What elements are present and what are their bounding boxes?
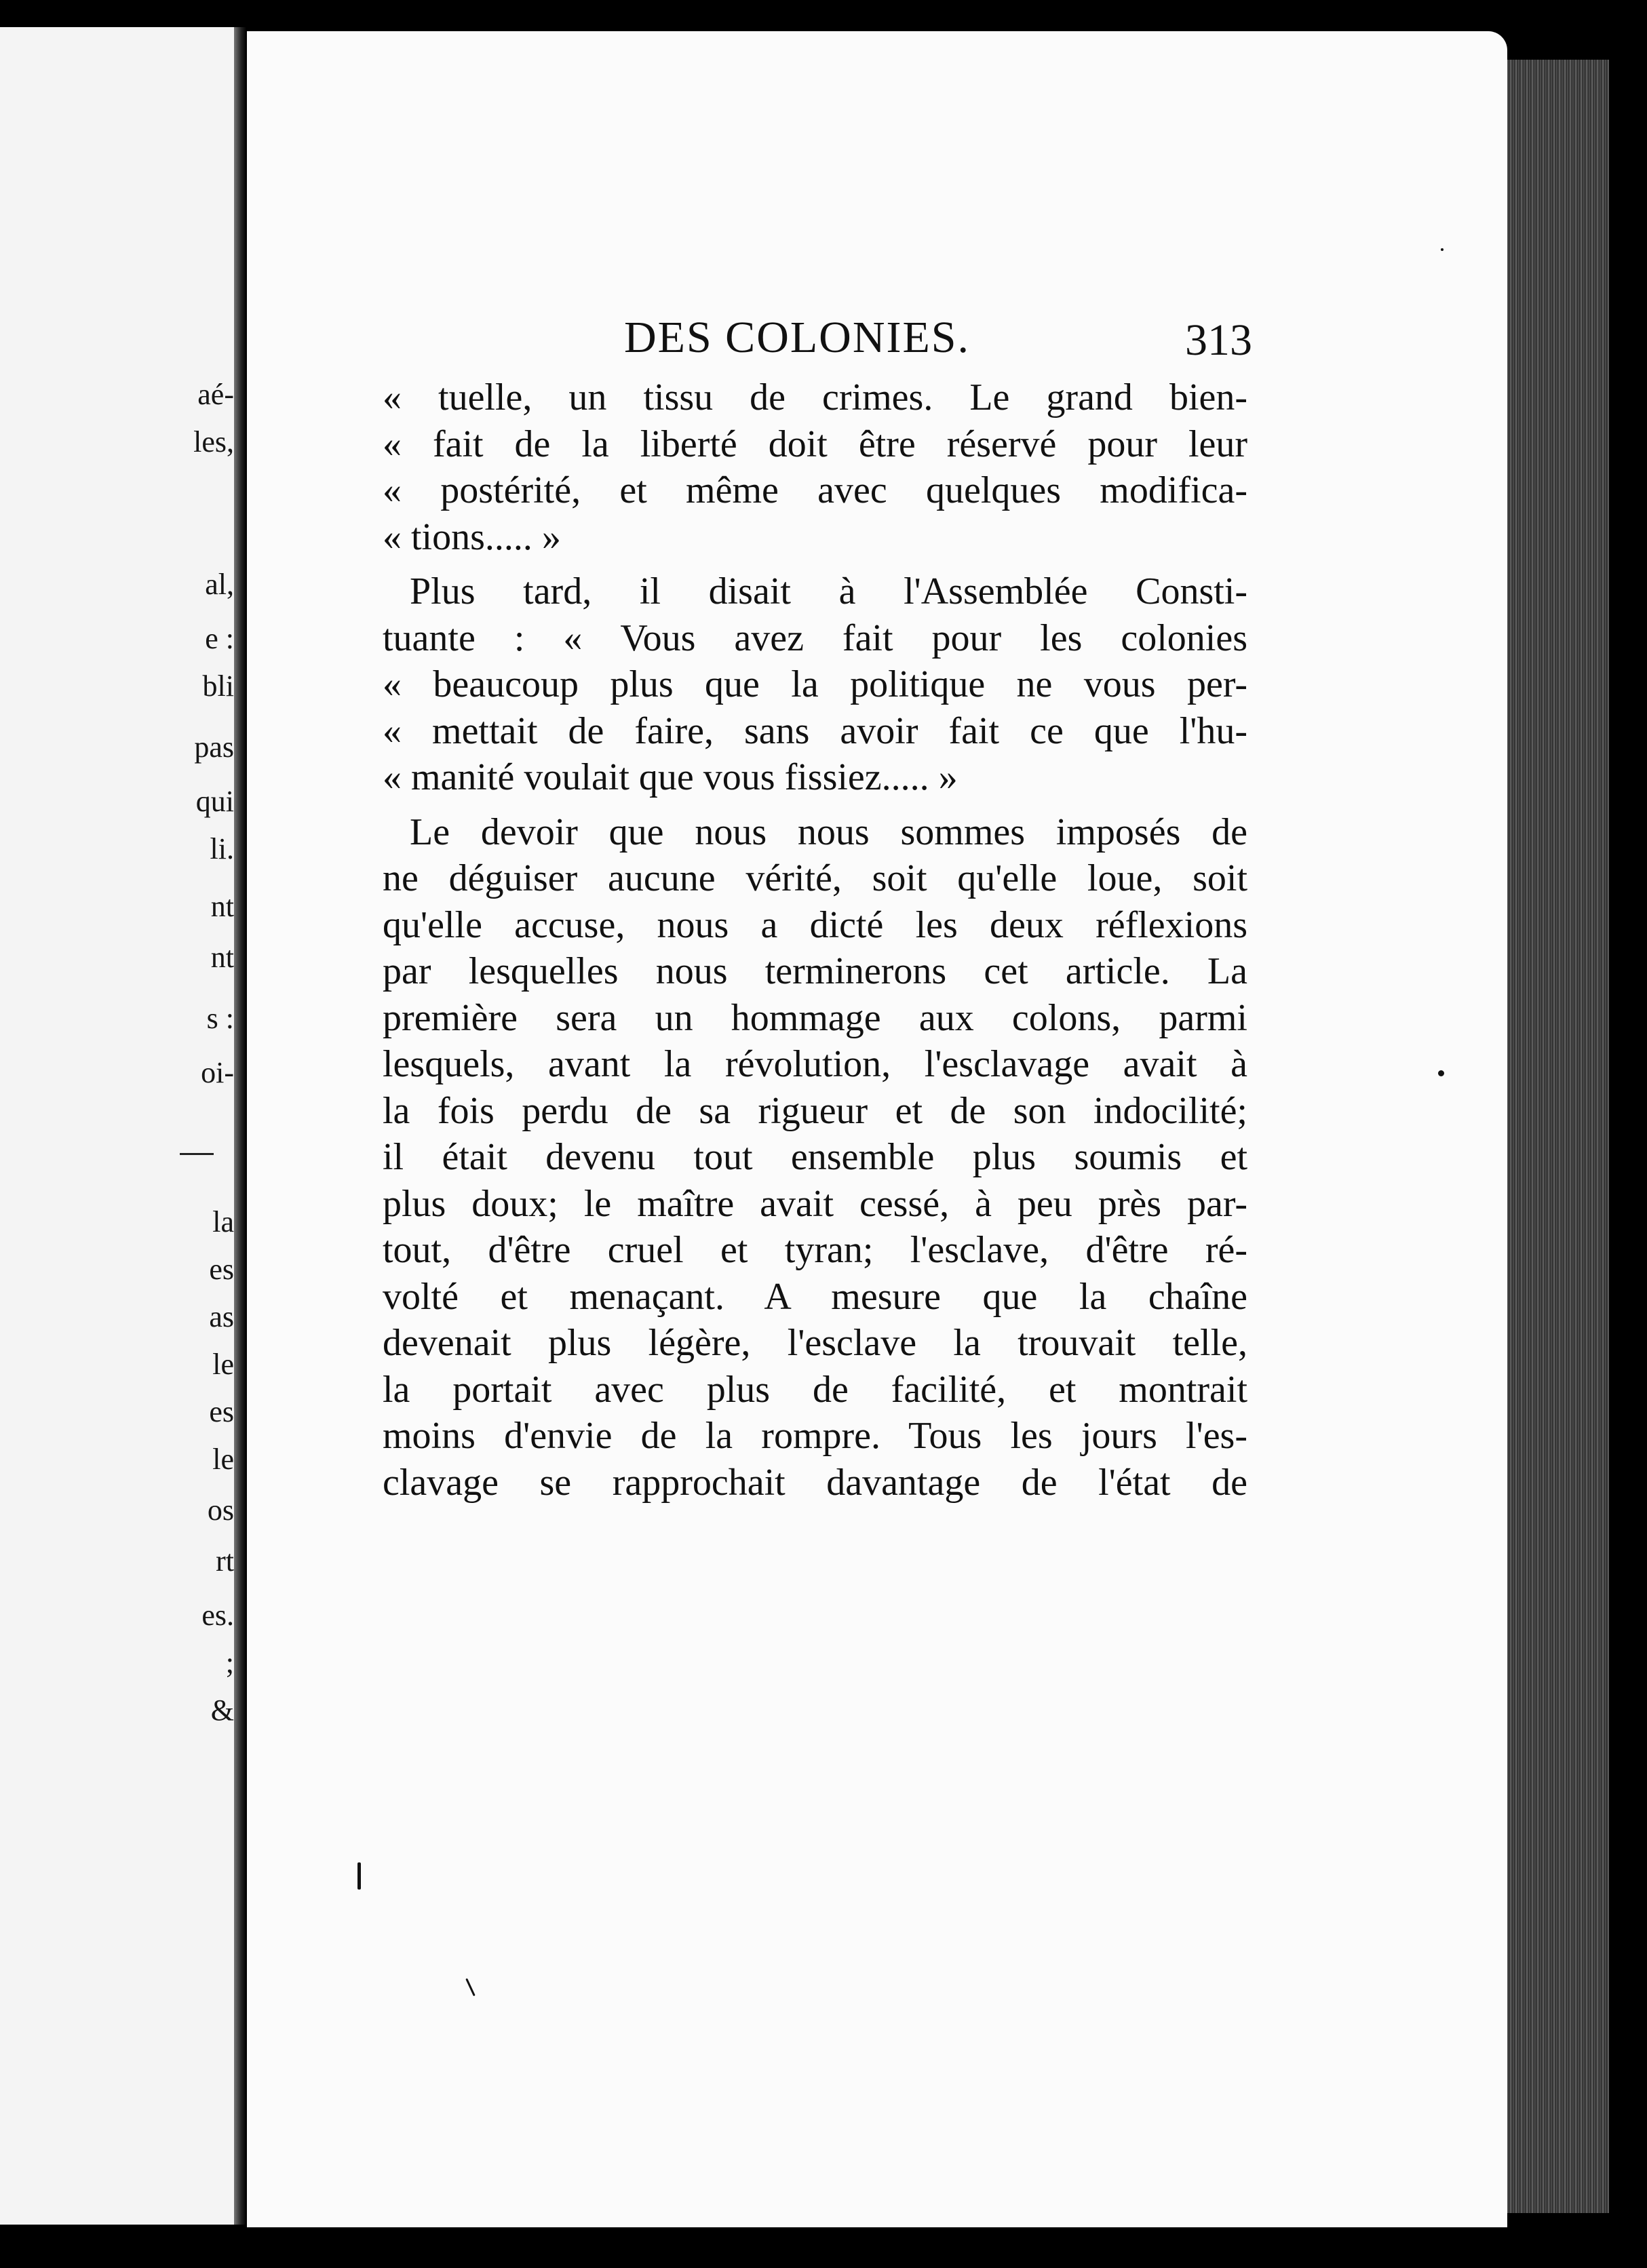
text-line: « beaucoup plus que la politique ne vous per-	[383, 663, 1247, 705]
left-fragment: &	[210, 1694, 234, 1727]
text-line: tuante : « Vous avez fait pour les colonies	[383, 617, 1247, 659]
text-line: Le devoir que nous nous sommes imposés de	[410, 810, 1247, 853]
text-line: « manité voulait que vous fissiez..... »	[383, 756, 958, 798]
text-line: clavage se rapprochait davantage de l'état de	[383, 1461, 1247, 1504]
scan-speck	[1441, 248, 1443, 251]
text-line: première sera un hommage aux colons, parmi	[383, 996, 1247, 1039]
left-fragment: pas	[194, 730, 234, 764]
left-fragment: es	[209, 1253, 234, 1286]
text-line: devenait plus légère, l'esclave la trouvait telle,	[383, 1322, 1247, 1364]
text-line: ne déguiser aucune vérité, soit qu'elle loue, soit	[383, 857, 1247, 899]
text-line: « postérité, et même avec quelques modifica-	[383, 469, 1247, 511]
text-line: qu'elle accuse, nous a dicté les deux réflexions	[383, 903, 1247, 946]
left-fragment: os	[207, 1493, 234, 1527]
text-line: tout, d'être cruel et tyran; l'esclave, d'être ré-	[383, 1229, 1247, 1271]
left-fragment: la	[212, 1205, 234, 1238]
left-fragment: rt	[216, 1544, 234, 1578]
left-rule	[180, 1153, 214, 1155]
text-line: la portait avec plus de facilité, et montrait	[383, 1368, 1247, 1411]
left-fragment: nt	[210, 941, 234, 974]
text-line: il était devenu tout ensemble plus soumis et	[383, 1136, 1247, 1178]
text-line: plus doux; le maître avait cessé, à peu près par-	[383, 1182, 1247, 1225]
text-line: « tuelle, un tissu de crimes. Le grand bien-	[383, 376, 1247, 418]
left-fragment: le	[212, 1443, 234, 1476]
left-fragment: ;	[225, 1646, 234, 1679]
left-fragment: li.	[210, 832, 234, 865]
left-fragment: bli	[202, 669, 234, 703]
left-fragment: es.	[201, 1599, 234, 1632]
page-number: 313	[1185, 315, 1252, 365]
running-title: DES COLONIES.	[624, 313, 971, 362]
running-head	[247, 297, 1507, 372]
left-fragment: nt	[210, 890, 234, 923]
text-line: Plus tard, il disait à l'Assemblée Consti-	[410, 570, 1247, 612]
book-gutter	[234, 27, 246, 2225]
left-fragment: al,	[205, 568, 234, 601]
text-line: la fois perdu de sa rigueur et de son indocilité;	[383, 1089, 1247, 1132]
left-fragment: aé-	[197, 378, 234, 411]
scan-speck	[1438, 1070, 1444, 1076]
previous-page-edge	[0, 27, 234, 2225]
left-fragment: qui	[195, 785, 234, 818]
text-line: « mettait de faire, sans avoir fait ce que l'hu-	[383, 709, 1247, 752]
left-fragment: as	[209, 1300, 234, 1333]
page-edges	[1507, 60, 1609, 2213]
text-line: volté et menaçant. A mesure que la chaîne	[383, 1275, 1247, 1318]
left-fragment: oi-	[201, 1056, 234, 1089]
book-page	[247, 31, 1507, 2227]
text-line: par lesquelles nous terminerons cet article. La	[383, 950, 1247, 992]
left-fragment: s :	[206, 1002, 234, 1035]
text-line: moins d'envie de la rompre. Tous les jours l'es-	[383, 1415, 1247, 1457]
page-text	[383, 374, 1495, 1506]
left-fragment: le	[212, 1348, 234, 1381]
scan-speck	[465, 1978, 476, 1997]
text-line: lesquels, avant la révolution, l'esclavage avait à	[383, 1043, 1247, 1085]
text-line: « tions..... »	[383, 515, 561, 558]
left-fragment: les,	[193, 425, 234, 458]
scan-speck	[357, 1862, 361, 1890]
text-line: « fait de la liberté doit être réservé pour leur	[383, 423, 1247, 465]
left-fragment: es	[209, 1395, 234, 1428]
left-fragment: e :	[205, 622, 234, 655]
